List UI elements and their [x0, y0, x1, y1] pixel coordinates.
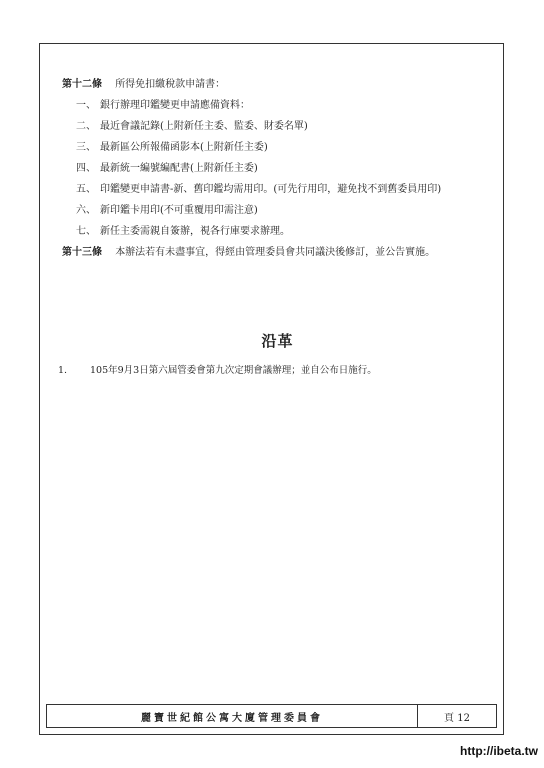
list-item-text: 銀行辦理印鑑變更申請應備資料：	[100, 100, 250, 111]
list-item-text: 新印鑑卡用印(不可重覆用印需注意)	[100, 205, 258, 216]
footer-organization: 麗寶世紀館公寓大廈管理委員會	[47, 705, 418, 727]
list-item-text: 最新區公所報備函影本(上附新任主委)	[100, 142, 268, 153]
list-item-number: 二、	[76, 121, 96, 132]
article-13	[62, 242, 493, 263]
page-footer	[46, 704, 497, 728]
list-item-number: 一、	[76, 100, 96, 111]
list-item-number: 六、	[76, 205, 96, 216]
list-item-number: 七、	[76, 226, 96, 237]
list-item-text: 印鑑變更申請書-新、舊印鑑均需用印。(可先行用印，避免找不到舊委員用印)	[100, 184, 442, 195]
history-entry	[58, 362, 377, 376]
list-item-text: 新任主委需親自簽辦，視各行庫要求辦理。	[100, 226, 290, 237]
list-item	[62, 158, 493, 179]
article-13-text: 本辦法若有未盡事宜，得經由管理委員會共同議決後修訂，並公告實施。	[115, 247, 436, 258]
page-number: 頁 12	[444, 712, 470, 724]
list-item	[62, 221, 493, 242]
watermark: http://ibeta.tw	[460, 744, 538, 758]
list-item	[62, 200, 493, 221]
article-12-text: 所得免扣繳稅款申請書：	[115, 79, 226, 90]
article-12-title: 第十二條	[62, 79, 102, 90]
document-body	[58, 74, 493, 376]
list-item-number: 四、	[76, 163, 96, 174]
list-item	[62, 116, 493, 137]
list-item-text: 最近會議記錄(上附新任主委、監委、財委名單)	[100, 121, 308, 132]
history-entry-number: 1.	[58, 365, 68, 376]
article-12-heading	[62, 74, 493, 95]
list-item	[62, 179, 493, 200]
list-item	[62, 137, 493, 158]
list-item-number: 五、	[76, 184, 96, 195]
list-item-text: 最新統一編號編配書(上附新任主委)	[100, 163, 258, 174]
page-frame	[39, 43, 504, 735]
history-entry-text: 105年9月3日第六屆管委會第九次定期會議辦理；並自公布日施行。	[90, 365, 377, 376]
list-item-number: 三、	[76, 142, 96, 153]
article-13-title: 第十三條	[62, 247, 102, 258]
history-heading: 沿革	[261, 332, 294, 350]
list-item	[62, 95, 493, 116]
